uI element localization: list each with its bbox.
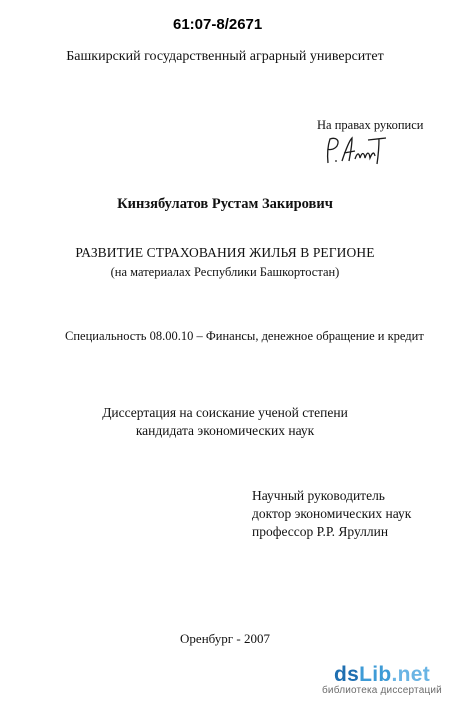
thesis-subtitle: (на материалах Республики Башкортостан) — [110, 265, 340, 279]
supervisor-block — [252, 487, 442, 541]
dslib-logo: dsLib.net — [333, 663, 431, 686]
supervisor-name: профессор Р.Р. Яруллин — [252, 524, 389, 539]
supervisor-degree: доктор экономических наук — [252, 506, 412, 521]
specialty-line: Специальность 08.00.10 – Финансы, денежное обращение и кредит — [65, 329, 424, 343]
manuscript-rights-label: На правах рукописи — [317, 118, 424, 132]
dslib-subtitle: библиотека диссертаций — [322, 685, 442, 696]
thesis-title: РАЗВИТИЕ СТРАХОВАНИЯ ЖИЛЬЯ В РЕГИОНЕ — [75, 245, 375, 260]
document-code: 61:07-8/2671 — [173, 16, 263, 33]
degree-line-2: кандидата экономических наук — [135, 423, 315, 438]
university-name: Башкирский государственный аграрный университет — [66, 49, 384, 64]
degree-line-1: Диссертация на соискание ученой степени — [102, 405, 348, 420]
dslib-watermark — [322, 663, 442, 696]
author-name: Кинзябулатов Рустам Закирович — [117, 196, 333, 212]
supervisor-role: Научный руководитель — [252, 488, 385, 503]
signature-image — [322, 135, 390, 165]
city-year: Оренбург - 2007 — [180, 631, 270, 646]
